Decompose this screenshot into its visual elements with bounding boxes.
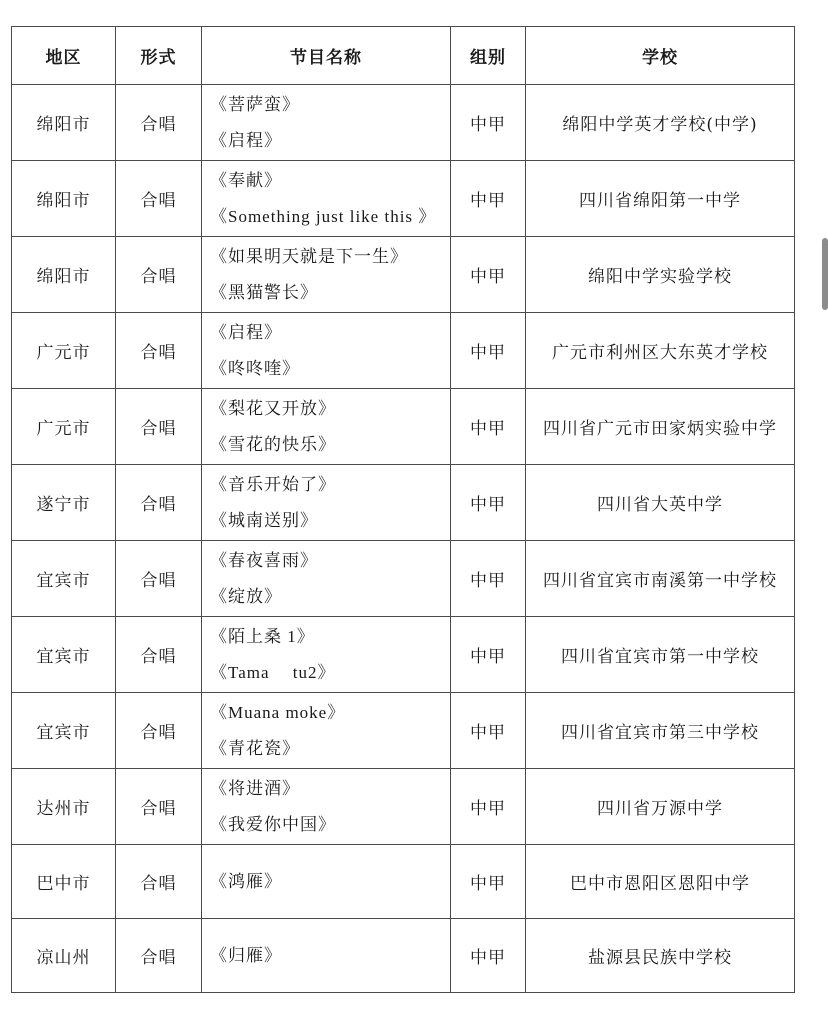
school-cell: 广元市利州区大东英才学校 xyxy=(526,313,795,389)
table-row xyxy=(12,85,795,161)
school-cell: 盐源县民族中学校 xyxy=(526,919,795,993)
form-cell: 合唱 xyxy=(116,465,202,541)
table-row xyxy=(12,161,795,237)
program-title: 《Muana moke》 xyxy=(210,702,346,722)
group-cell: 中甲 xyxy=(451,845,526,919)
region-cell: 宜宾市 xyxy=(12,617,116,693)
program-cell xyxy=(202,541,451,617)
header-group: 组别 xyxy=(451,27,526,85)
form-cell: 合唱 xyxy=(116,313,202,389)
region-cell: 巴中市 xyxy=(12,845,116,919)
program-cell xyxy=(202,85,451,161)
header-form: 形式 xyxy=(116,27,202,85)
program-title: 《梨花又开放》 xyxy=(210,398,336,418)
table-row xyxy=(12,693,795,769)
region-cell: 广元市 xyxy=(12,389,116,465)
table-row xyxy=(12,769,795,845)
region-cell: 绵阳市 xyxy=(12,237,116,313)
program-title: 《Something just like this 》 xyxy=(210,206,437,226)
program-cell xyxy=(202,845,451,919)
program-cell xyxy=(202,693,451,769)
program-cell xyxy=(202,389,451,465)
region-cell: 凉山州 xyxy=(12,919,116,993)
form-cell: 合唱 xyxy=(116,845,202,919)
group-cell: 中甲 xyxy=(451,237,526,313)
group-cell: 中甲 xyxy=(451,693,526,769)
form-cell: 合唱 xyxy=(116,161,202,237)
program-cell xyxy=(202,237,451,313)
program-title: 《黑猫警长》 xyxy=(210,282,318,302)
program-cell xyxy=(202,617,451,693)
table-row xyxy=(12,919,795,993)
region-cell: 宜宾市 xyxy=(12,693,116,769)
program-title: 《如果明天就是下一生》 xyxy=(210,246,408,266)
table-row xyxy=(12,313,795,389)
group-cell: 中甲 xyxy=(451,919,526,993)
program-title: 《绽放》 xyxy=(210,586,282,606)
table-row xyxy=(12,617,795,693)
program-cell xyxy=(202,161,451,237)
form-cell: 合唱 xyxy=(116,769,202,845)
form-cell: 合唱 xyxy=(116,919,202,993)
group-cell: 中甲 xyxy=(451,85,526,161)
program-cell xyxy=(202,919,451,993)
program-cell xyxy=(202,313,451,389)
program-table xyxy=(11,26,795,993)
header-row xyxy=(12,27,795,85)
table-row xyxy=(12,845,795,919)
region-cell: 达州市 xyxy=(12,769,116,845)
table-row xyxy=(12,237,795,313)
program-title: 《青花瓷》 xyxy=(210,738,300,758)
program-title: 《Tama tu2》 xyxy=(210,662,336,682)
form-cell: 合唱 xyxy=(116,85,202,161)
program-title: 《陌上桑 1》 xyxy=(210,626,315,646)
program-title: 《城南送别》 xyxy=(210,510,318,530)
program-title: 《雪花的快乐》 xyxy=(210,434,336,454)
program-title: 《音乐开始了》 xyxy=(210,474,336,494)
group-cell: 中甲 xyxy=(451,617,526,693)
school-cell: 绵阳中学英才学校(中学) xyxy=(526,85,795,161)
region-cell: 绵阳市 xyxy=(12,161,116,237)
school-cell: 四川省大英中学 xyxy=(526,465,795,541)
group-cell: 中甲 xyxy=(451,465,526,541)
school-cell: 绵阳中学实验学校 xyxy=(526,237,795,313)
program-title: 《咚咚喹》 xyxy=(210,358,300,378)
table-body xyxy=(12,85,795,993)
header-school: 学校 xyxy=(526,27,795,85)
group-cell: 中甲 xyxy=(451,161,526,237)
program-title: 《春夜喜雨》 xyxy=(210,550,318,570)
header-region: 地区 xyxy=(12,27,116,85)
form-cell: 合唱 xyxy=(116,617,202,693)
program-title: 《启程》 xyxy=(210,322,282,342)
program-title: 《奉献》 xyxy=(210,170,282,190)
group-cell: 中甲 xyxy=(451,313,526,389)
region-cell: 遂宁市 xyxy=(12,465,116,541)
school-cell: 巴中市恩阳区恩阳中学 xyxy=(526,845,795,919)
form-cell: 合唱 xyxy=(116,389,202,465)
form-cell: 合唱 xyxy=(116,541,202,617)
program-title: 《我爱你中国》 xyxy=(210,814,336,834)
program-title: 《鸿雁》 xyxy=(210,871,282,891)
program-title: 《将进酒》 xyxy=(210,778,300,798)
region-cell: 广元市 xyxy=(12,313,116,389)
program-cell xyxy=(202,465,451,541)
scrollbar-thumb[interactable] xyxy=(822,238,828,310)
group-cell: 中甲 xyxy=(451,541,526,617)
region-cell: 宜宾市 xyxy=(12,541,116,617)
group-cell: 中甲 xyxy=(451,769,526,845)
program-cell xyxy=(202,769,451,845)
school-cell: 四川省宜宾市南溪第一中学校 xyxy=(526,541,795,617)
form-cell: 合唱 xyxy=(116,237,202,313)
program-title: 《启程》 xyxy=(210,130,282,150)
program-title: 《归雁》 xyxy=(210,945,282,965)
school-cell: 四川省绵阳第一中学 xyxy=(526,161,795,237)
group-cell: 中甲 xyxy=(451,389,526,465)
school-cell: 四川省广元市田家炳实验中学 xyxy=(526,389,795,465)
table-row xyxy=(12,389,795,465)
table-row xyxy=(12,541,795,617)
school-cell: 四川省宜宾市第三中学校 xyxy=(526,693,795,769)
school-cell: 四川省宜宾市第一中学校 xyxy=(526,617,795,693)
table-row xyxy=(12,465,795,541)
region-cell: 绵阳市 xyxy=(12,85,116,161)
school-cell: 四川省万源中学 xyxy=(526,769,795,845)
program-title: 《菩萨蛮》 xyxy=(210,94,300,114)
form-cell: 合唱 xyxy=(116,693,202,769)
header-program: 节目名称 xyxy=(202,27,451,85)
